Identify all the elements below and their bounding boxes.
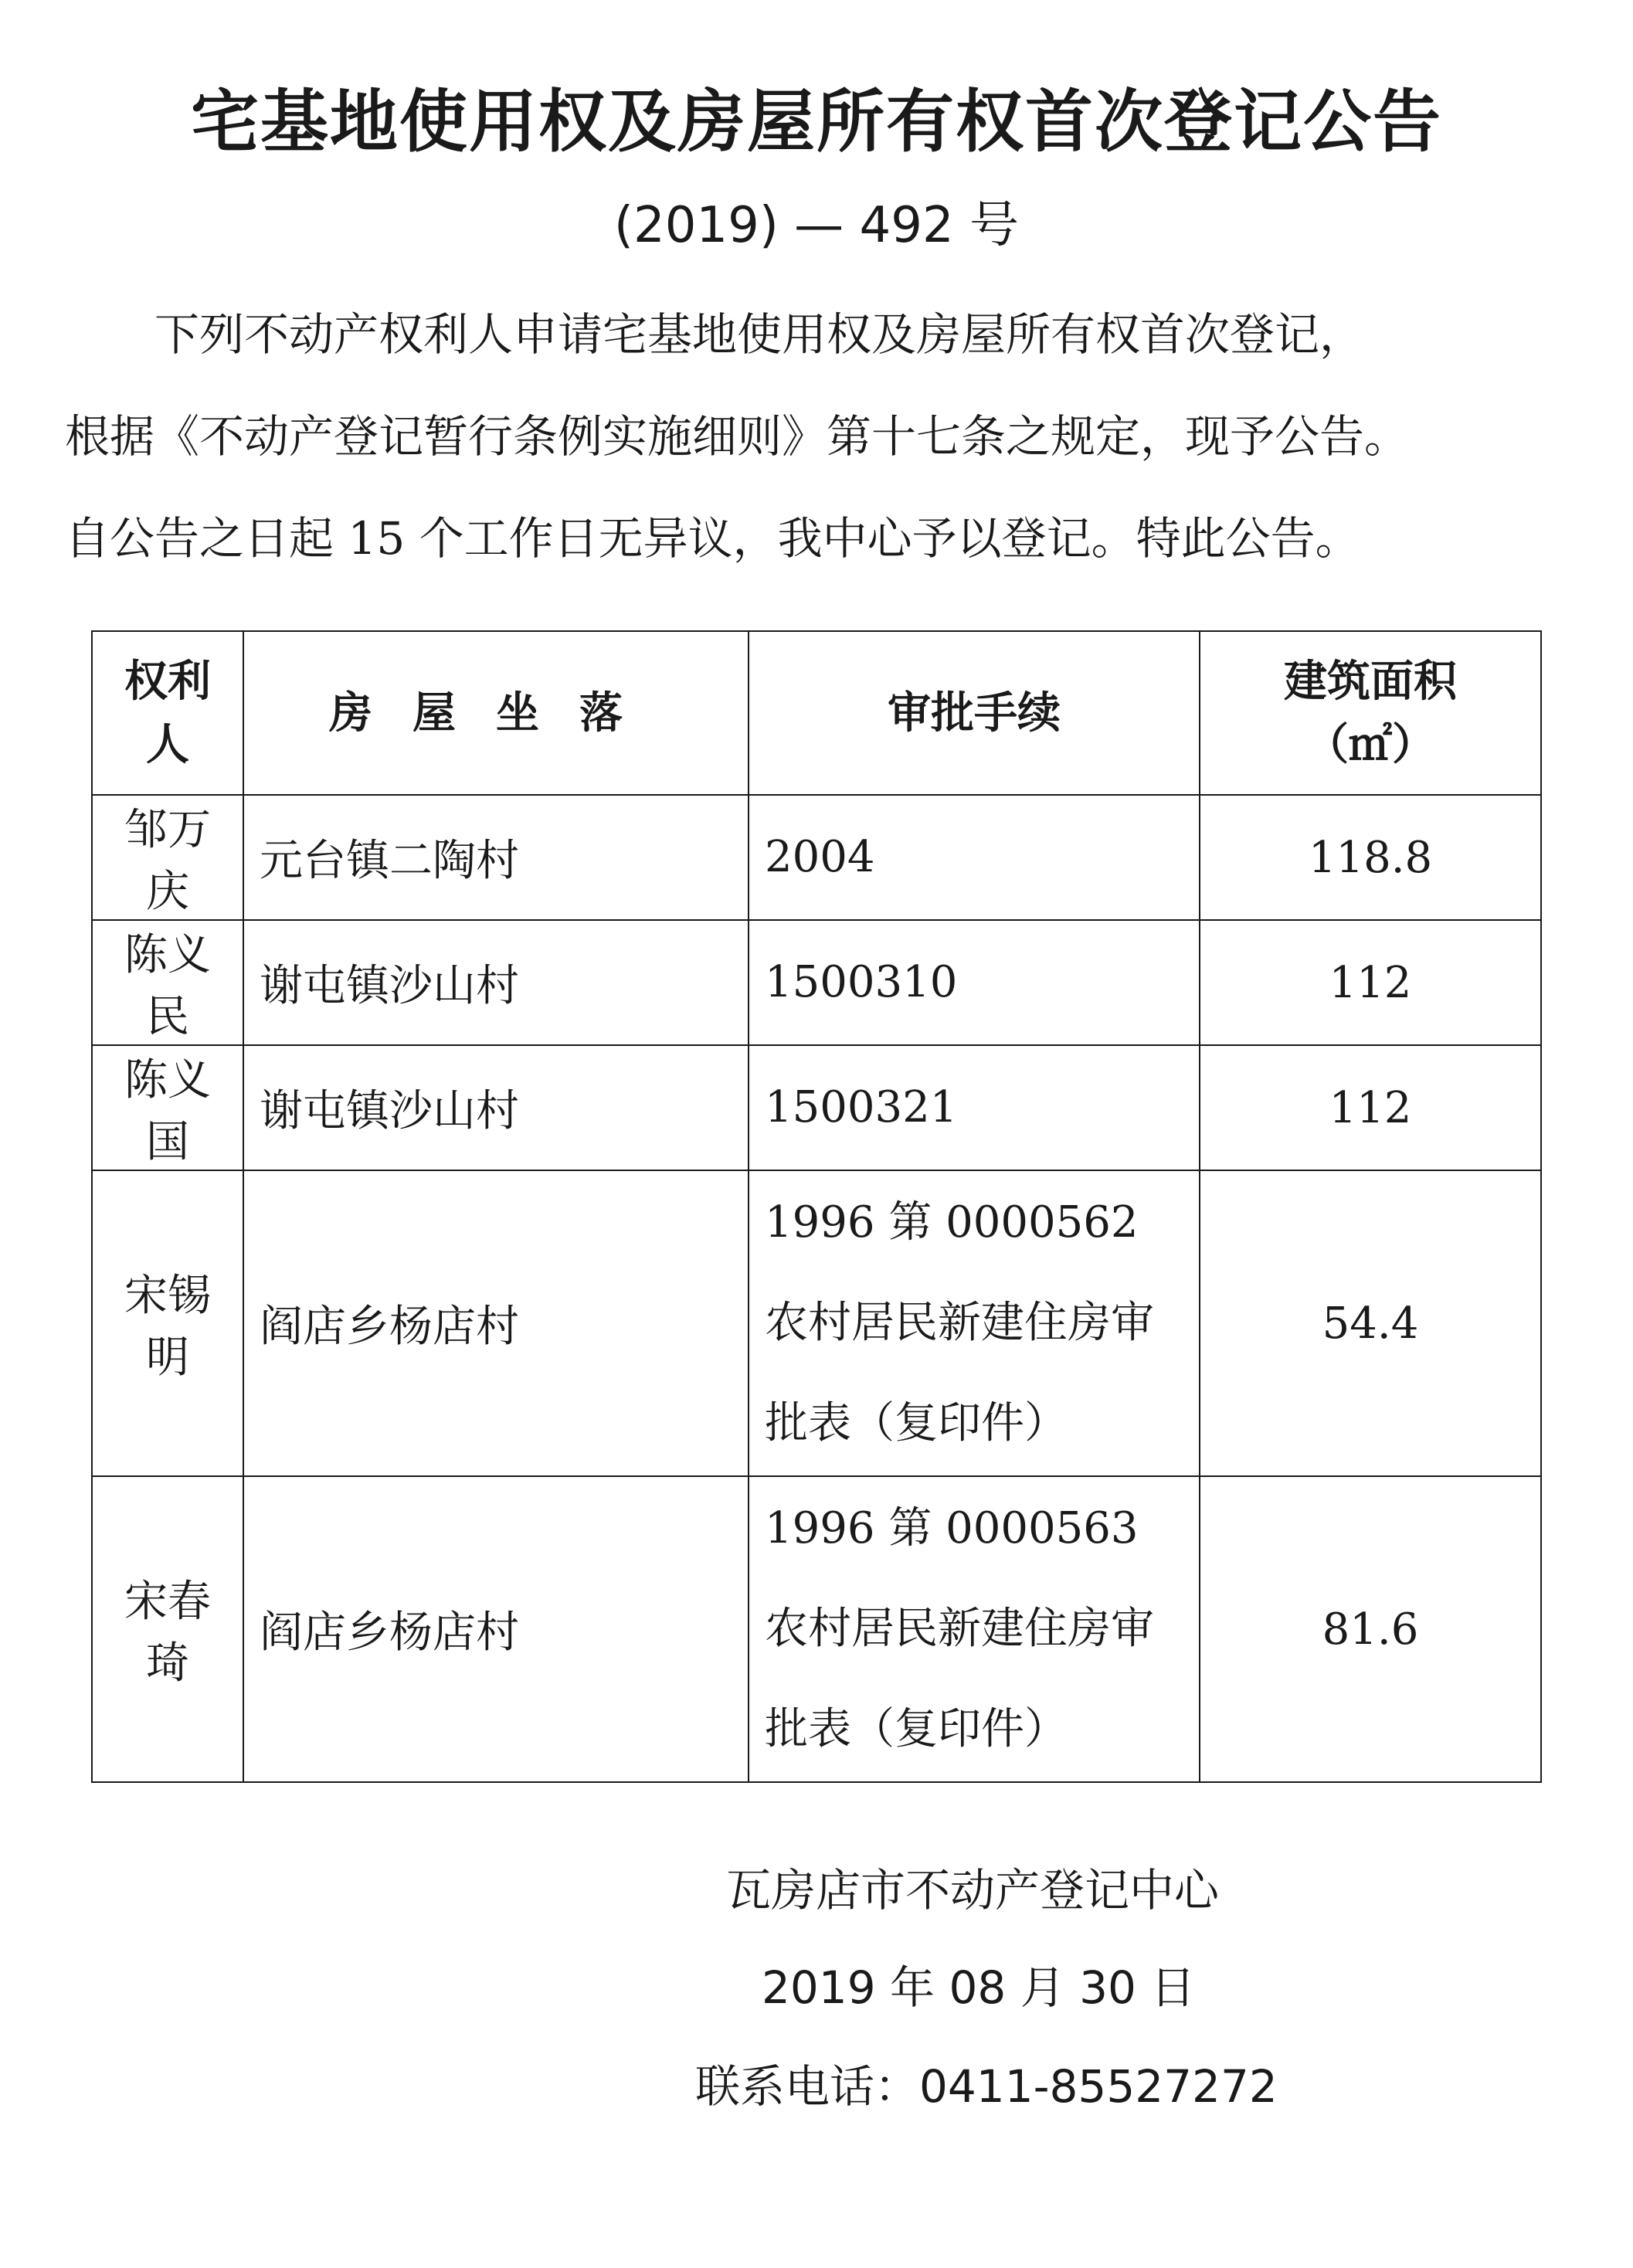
- header-owner: 权利人: [92, 631, 243, 795]
- cell-location: 谢屯镇沙山村: [243, 920, 749, 1045]
- table-row: [92, 1476, 1541, 1782]
- intro-line-3: 自公告之日起 15 个工作日无异议，我中心予以登记。特此公告。: [65, 512, 1360, 565]
- table-row: [92, 795, 1541, 920]
- cell-location: 谢屯镇沙山村: [243, 1045, 749, 1170]
- cell-location: 阎店乡杨店村: [243, 1170, 749, 1476]
- cell-approval: 1500321: [749, 1045, 1200, 1170]
- header-location: [243, 631, 749, 795]
- cell-approval: 1500310: [749, 920, 1200, 1045]
- table-row: [92, 1170, 1541, 1476]
- cell-owner: 陈义民: [92, 920, 243, 1045]
- cell-area: 81.6: [1200, 1476, 1541, 1782]
- cell-area: 112: [1200, 920, 1541, 1045]
- document-number: (2019) — 492 号: [614, 197, 1019, 254]
- table-header-row: [92, 631, 1541, 795]
- cell-area: 118.8: [1200, 795, 1541, 920]
- cell-approval: 1996 第 0000562 农村居民新建住房审批表（复印件）: [749, 1170, 1200, 1476]
- cell-approval: 2004: [749, 795, 1200, 920]
- table-row: [92, 1045, 1541, 1170]
- header-area-label: 建筑面积: [1284, 656, 1457, 707]
- registration-table: [91, 630, 1542, 1783]
- cell-owner: 宋锡明: [92, 1170, 243, 1476]
- cell-owner: 邹万庆: [92, 795, 243, 920]
- cell-owner: 陈义国: [92, 1045, 243, 1170]
- header-area-unit: （㎡）: [1305, 719, 1435, 770]
- notice-title: 宅基地使用权及房屋所有权首次登记公告: [190, 82, 1442, 161]
- intro-line-2: 根据《不动产登记暂行条例实施细则》第十七条之规定，现予公告。: [65, 410, 1410, 463]
- issuer-name: 瓦房店市不动产登记中心: [726, 1864, 1220, 1917]
- header-location-label: 房屋坐落: [329, 688, 663, 738]
- contact-phone: 联系电话：0411-85527272: [695, 2060, 1278, 2113]
- cell-approval: 1996 第 0000563 农村居民新建住房审批表（复印件）: [749, 1476, 1200, 1782]
- cell-area: 112: [1200, 1045, 1541, 1170]
- table-row: [92, 920, 1541, 1045]
- intro-line-1: 下列不动产权利人申请宅基地使用权及房屋所有权首次登记，: [154, 308, 1365, 361]
- cell-owner: 宋春琦: [92, 1476, 243, 1782]
- header-approval: 审批手续: [749, 631, 1200, 795]
- cell-area: 54.4: [1200, 1170, 1541, 1476]
- header-area: [1200, 631, 1541, 795]
- issue-date: 2019 年 08 月 30 日: [762, 1961, 1196, 2014]
- cell-location: 阎店乡杨店村: [243, 1476, 749, 1782]
- cell-location: 元台镇二陶村: [243, 795, 749, 920]
